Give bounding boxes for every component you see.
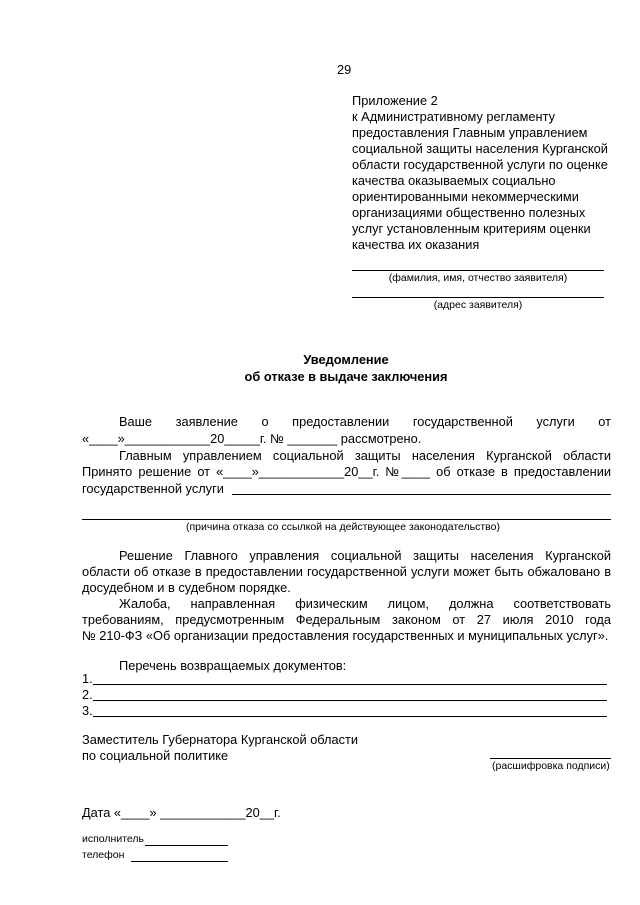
executor-label: исполнитель: [82, 833, 144, 845]
applicant-name-line: [352, 270, 604, 271]
body-line: досудебном и в судебном порядке.: [82, 580, 291, 595]
body-line: требованиям, предусмотренным Федеральным законом от 27 июля 2010 года: [82, 612, 611, 627]
refusal-reason-caption: (причина отказа со ссылкой на действующее законодательство): [186, 521, 500, 533]
applicant-name-caption: (фамилия, имя, отчество заявителя): [388, 272, 568, 284]
applicant-address-caption: (адрес заявителя): [433, 299, 523, 311]
executor-line: [145, 845, 228, 846]
body-line: «____»____________20_____г. № _______ рассмотрено.: [82, 431, 422, 446]
doc-item-line: [93, 700, 607, 701]
signature-decoding-line: [490, 758, 611, 759]
body-line: № 210-ФЗ «Об организации предоставления государственных и муниципальных услуг».: [82, 628, 609, 643]
appendix-line: организациями общественно полезных: [352, 205, 586, 220]
signatory-position: по социальной политике: [82, 748, 229, 763]
phone-label: телефон: [82, 849, 125, 861]
body-line: Главным управлением социальной защиты населения Курганской области: [119, 448, 611, 463]
signatory-position: Заместитель Губернатора Курганской области: [82, 732, 359, 747]
page-number: 29: [337, 62, 352, 77]
appendix-line: ориентированными некоммерческими: [352, 189, 579, 204]
appendix-line: услуг установленным критериям оценки: [352, 221, 591, 236]
applicant-address-line: [352, 297, 604, 298]
appendix-line: социальной защиты населения Курганской: [352, 141, 608, 156]
signature-decoding-caption: (расшифровка подписи): [492, 760, 610, 772]
refusal-service-line: [232, 494, 611, 495]
heading-subtitle: об отказе в выдаче заключения: [244, 369, 448, 384]
appendix-line: предоставления Главным управлением: [352, 125, 588, 140]
refusal-service-label: государственной услуги: [82, 481, 224, 496]
doc-item-number: 2.: [82, 687, 93, 702]
doc-item-line: [93, 716, 607, 717]
body-line: Принято решение от «____»____________20__г. №____ об отказе в предоставлении: [82, 464, 611, 479]
appendix-line: к Административному регламенту: [352, 109, 556, 124]
body-line: Жалоба, направленная физическим лицом, должна соответствовать: [119, 596, 611, 611]
phone-line: [131, 861, 228, 862]
body-line: Ваше заявление о предоставлении государственной услуги от: [119, 414, 611, 429]
body-line: области об отказе в предоставлении государственной услуги может быть обжаловано в: [82, 564, 611, 579]
appendix-line: области государственной услуги по оценке: [352, 157, 608, 172]
date-field: Дата «____» ____________20__г.: [82, 805, 281, 820]
appendix-line: качества их оказания: [352, 237, 480, 252]
docs-title: Перечень возвращаемых документов:: [119, 658, 347, 673]
heading-title: Уведомление: [303, 352, 389, 367]
doc-item-number: 3.: [82, 703, 93, 718]
doc-item-number: 1.: [82, 671, 93, 686]
refusal-reason-line: [82, 519, 611, 520]
doc-item-line: [93, 684, 607, 685]
appendix-line: качества оказываемых социально: [352, 173, 556, 188]
body-line: Решение Главного управления социальной защиты населения Курганской: [119, 548, 611, 563]
appendix-title: Приложение 2: [352, 93, 438, 108]
